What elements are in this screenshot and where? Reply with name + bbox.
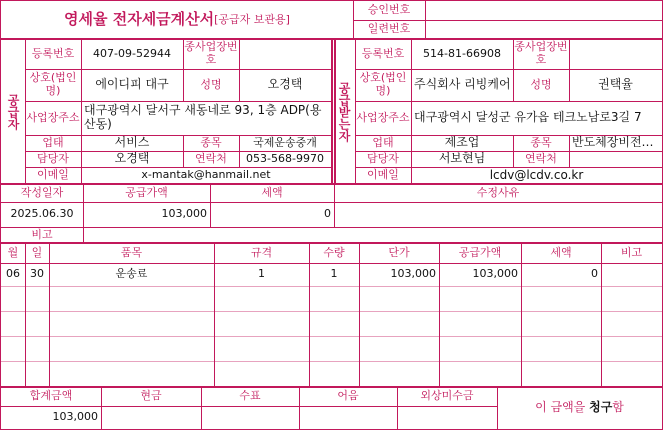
buyer-bizitem-label: 종목 xyxy=(530,135,552,149)
supplier-email-value: x-mantak@hanmail.net xyxy=(141,168,271,182)
buyer-side-label xyxy=(333,39,355,184)
supplier-side-text: 공급자 xyxy=(6,93,21,130)
supplier-phone-value: 053-568-9970 xyxy=(246,151,324,165)
buyer-branch-label: 종사업장번호 xyxy=(514,40,568,66)
supply-value: 103,000 xyxy=(161,207,207,221)
buyer-phone-value xyxy=(569,151,662,167)
remarks-value xyxy=(83,227,662,243)
claim-suffix: 함 xyxy=(612,400,624,415)
buyer-biztype-label: 업태 xyxy=(372,135,394,149)
buyer-contact-label: 담당자 xyxy=(367,151,399,165)
buyer-rep-value: 권택율 xyxy=(598,77,633,92)
supplier-branch-label: 종사업장번호 xyxy=(184,40,238,66)
col-qty: 수량 xyxy=(323,245,345,259)
buyer-bizitem-value: 반도체장비전… xyxy=(572,135,654,150)
date-value: 2025.06.30 xyxy=(10,207,74,221)
col-month: 월 xyxy=(7,245,19,259)
supplier-contact-label: 담당자 xyxy=(37,151,69,165)
reason-value xyxy=(334,202,662,227)
buyer-side-text: 공급받는자 xyxy=(337,81,352,142)
buyer-name-value: 주식회사 리빙케어 xyxy=(414,77,511,92)
col-supply: 공급가액 xyxy=(458,245,502,259)
supplier-rep-value: 오경택 xyxy=(267,77,303,92)
serial-number-label: 일련번호 xyxy=(367,22,411,36)
supplier-name-label: 상호(법인명) xyxy=(29,71,77,97)
serial-number-value xyxy=(425,20,662,39)
claim-prefix: 이 금액을 xyxy=(535,400,586,415)
col-spec: 규격 xyxy=(250,245,273,259)
buyer-name-label: 상호(법인명) xyxy=(359,71,407,97)
row-tax: 0 xyxy=(591,267,598,281)
invoice-title-text: 영세율 전자세금계산서 xyxy=(64,10,215,29)
tax-label: 세액 xyxy=(261,185,283,199)
invoice-title xyxy=(1,1,353,39)
supplier-reg-value: 407-09-52944 xyxy=(93,46,171,60)
cash-value xyxy=(101,406,201,429)
buyer-email-value: lcdv@lcdv.co.kr xyxy=(489,167,584,182)
buyer-rep-label: 성명 xyxy=(530,77,552,91)
check-label: 수표 xyxy=(239,389,261,403)
supplier-email-label: 이메일 xyxy=(37,168,69,182)
col-unit-price: 단가 xyxy=(388,245,410,259)
cash-label: 현금 xyxy=(140,389,162,403)
approval-number-value xyxy=(425,1,662,20)
promissory-value xyxy=(299,406,397,429)
invoice-copy-label: [공급자 보관용] xyxy=(214,12,290,26)
remarks-label: 비고 xyxy=(31,227,53,241)
buyer-biztype-value: 제조업 xyxy=(444,135,480,150)
buyer-phone-label: 연락처 xyxy=(525,151,557,165)
buyer-contact-value: 서보현님 xyxy=(438,151,486,166)
supplier-bizitem-value: 국제운송중개 xyxy=(253,135,317,149)
supplier-side-label xyxy=(1,39,25,184)
row-item: 운송료 xyxy=(115,267,148,281)
promissory-label: 어음 xyxy=(337,389,359,403)
buyer-reg-label: 등록번호 xyxy=(361,46,405,60)
supplier-branch-value xyxy=(239,39,331,69)
date-label: 작성일자 xyxy=(20,185,64,199)
buyer-addr-value: 대구광역시 달성군 유가읍 테크노남로3길 7 xyxy=(414,110,642,125)
buyer-addr-label: 사업장주소 xyxy=(356,110,410,124)
col-tax: 세액 xyxy=(550,245,572,259)
total-label: 합계금액 xyxy=(29,389,73,403)
approval-number-label: 승인번호 xyxy=(367,3,411,17)
row-month: 06 xyxy=(6,267,20,281)
row-day: 30 xyxy=(30,267,44,281)
credit-value xyxy=(397,406,497,429)
total-value: 103,000 xyxy=(52,410,98,424)
row-qty: 1 xyxy=(330,267,338,281)
supplier-rep-label: 성명 xyxy=(200,77,222,91)
row-unit-price: 103,000 xyxy=(390,267,436,281)
row-note xyxy=(601,263,662,286)
check-value xyxy=(201,406,299,429)
supplier-biztype-label: 업태 xyxy=(42,135,64,149)
claim-type: 청구 xyxy=(589,400,613,415)
supplier-addr-label: 사업장주소 xyxy=(26,110,80,124)
buyer-reg-value: 514-81-66908 xyxy=(423,46,501,60)
supplier-addr-value: 대구광역시 달서구 새동네로 93, 1층 ADP(용산동) xyxy=(84,103,322,131)
supplier-reg-label: 등록번호 xyxy=(31,46,75,60)
tax-value: 0 xyxy=(324,207,331,221)
supplier-biztype-value: 서비스 xyxy=(114,135,150,150)
col-day: 일 xyxy=(31,245,43,259)
credit-label: 외상미수금 xyxy=(420,389,474,403)
supplier-contact-value: 오경택 xyxy=(114,151,150,166)
col-note: 비고 xyxy=(620,245,643,259)
supply-label: 공급가액 xyxy=(125,185,168,199)
col-item: 품목 xyxy=(120,245,143,259)
buyer-branch-value xyxy=(569,39,662,69)
reason-label: 수정사유 xyxy=(476,185,520,199)
supplier-bizitem-label: 종목 xyxy=(200,135,222,149)
row-spec: 1 xyxy=(258,267,265,281)
row-supply: 103,000 xyxy=(472,267,518,281)
supplier-name-value: 에이디피 대구 xyxy=(95,77,169,92)
claim-statement xyxy=(497,387,662,429)
supplier-phone-label: 연락처 xyxy=(195,151,227,165)
buyer-email-label: 이메일 xyxy=(367,168,399,182)
